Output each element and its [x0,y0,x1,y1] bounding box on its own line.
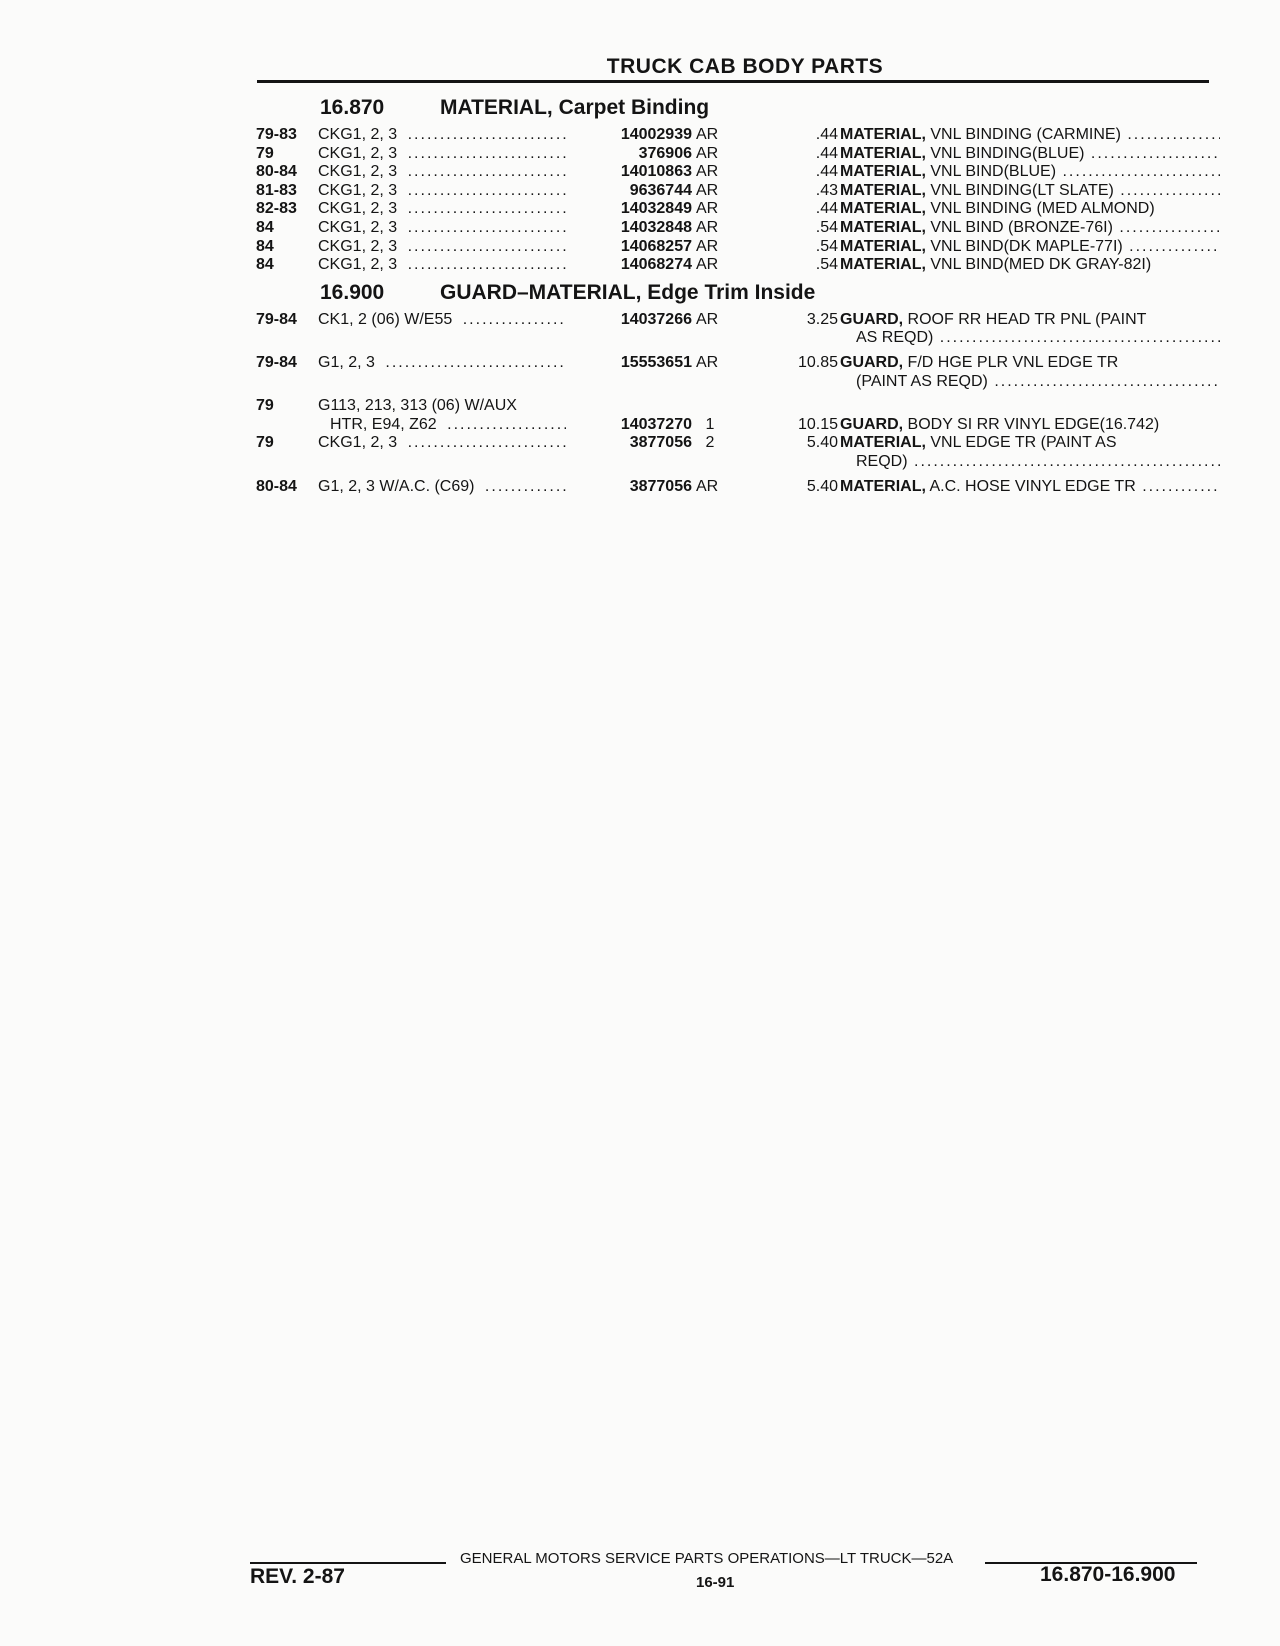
model-text: CKG1, 2, 3 [318,126,401,143]
year-cell: 81-83 [256,181,297,199]
table-row [256,238,1216,257]
price-cell: 3.25 [806,310,838,328]
year-cell: 79 [256,434,274,452]
footer-rule-left [250,1562,446,1564]
year-cell: 84 [256,237,274,255]
model-text: CKG1, 2, 3 [318,200,401,217]
part-number-cell: 15553651 [566,354,692,372]
description-continuation: (PAINT AS REQD) ..... [856,373,1220,391]
description-keyword: MATERIAL, [840,256,926,274]
model-text: HTR, E94, Z62 [330,416,441,433]
description-text: VNL BINDING (MED ALMOND) [925,200,1155,218]
description-cell [840,416,1220,434]
price-cell: .43 [815,181,838,199]
description-cell [840,219,1220,237]
section-heading [256,281,1216,311]
description-cell [840,238,1220,256]
year-cell: 82-83 [256,200,297,218]
price-cell: .54 [815,237,838,255]
price-cell: 10.15 [797,415,838,433]
section-number: 16.900 [320,280,385,304]
page-number: 16-91 [696,1574,735,1591]
page-title: TRUCK CAB BODY PARTS [606,55,884,78]
year-cell: 84 [256,256,274,274]
year-cell: 84 [256,218,274,236]
description-keyword: MATERIAL, [840,181,926,199]
part-number-cell: 14010863 [566,163,692,181]
description-keyword: MATERIAL, [840,163,926,181]
model-text: CKG1, 2, 3 [318,182,401,199]
description-cell [840,163,1220,181]
section-heading [256,96,1216,126]
model-text: CKG1, 2, 3 [318,256,401,273]
table-row [256,397,1216,416]
part-number-cell: 14032848 [566,219,692,237]
description-text: ROOF RR HEAD TR PNL (PAINT [903,310,1147,328]
section-name: MATERIAL, Carpet Binding [440,96,710,119]
price-cell: 5.40 [806,434,838,452]
description-keyword: MATERIAL, [840,144,926,162]
part-number-cell: 3877056 [566,434,692,452]
description-cell [840,126,1220,144]
model-text: CK1, 2 (06) W/E55 [318,311,456,328]
description-keyword: MATERIAL, [840,126,926,143]
description-cell [840,145,1220,163]
part-number-cell: 14068257 [566,238,692,256]
qty-cell: AR [696,144,719,162]
price-cell: .44 [815,163,838,181]
qty-cell: AR [696,218,719,236]
description-text: VNL BIND(BLUE) [925,163,1057,181]
qty-cell: AR [696,353,719,371]
description-text: VNL BIND (BRONZE-76I) [925,218,1113,236]
section-range: 16.870-16.900 [1040,1563,1176,1586]
table-row-continuation [256,373,1216,392]
description-text: BODY SI RR VINYL EDGE(16.742) [903,415,1160,433]
description-cell [840,434,1220,452]
section-name: GUARD–MATERIAL, Edge Trim Inside [440,280,816,304]
table-row-continuation [256,453,1216,472]
table-row [256,182,1216,201]
description-text: VNL BIND(MED DK GRAY-82I) [925,256,1152,274]
qty-cell: AR [696,237,719,255]
model-text: G1, 2, 3 [318,354,379,371]
description-cell [840,354,1220,372]
table-row [256,416,1216,435]
revision-label: REV. 2-87 [250,1565,345,1588]
section-number: 16.870 [320,96,385,119]
price-cell: .44 [815,200,838,218]
table-row [256,126,1216,145]
title-rule [257,80,1209,83]
table-row [256,163,1216,182]
part-number-cell: 3877056 [566,478,692,496]
year-cell: 80-84 [256,477,297,495]
model-text: CKG1, 2, 3 [318,163,401,180]
qty-cell: 1 [705,415,715,433]
year-cell: 79-84 [256,353,297,371]
model-cell [318,397,658,415]
description-continuation: AS REQD) ..... [856,329,1220,347]
description-cell [840,311,1220,329]
description-text: VNL BINDING(LT SLATE) [925,181,1114,199]
part-number-cell: 14002939 [566,126,692,144]
qty-cell: AR [696,181,719,199]
price-cell: .54 [815,218,838,236]
table-row [256,311,1216,330]
model-text: CKG1, 2, 3 [318,238,401,255]
table-row [256,256,1216,275]
description-text: VNL BINDING(BLUE) [925,144,1085,162]
description-cell [840,256,1220,274]
parts-listing [256,96,1216,496]
description-keyword: MATERIAL, [840,218,926,236]
table-row [256,145,1216,164]
price-cell: 5.40 [806,477,838,495]
qty-cell: AR [696,126,719,143]
description-keyword: GUARD, [840,353,904,371]
part-number-cell: 376906 [566,145,692,163]
qty-cell: AR [696,200,719,218]
price-cell: .44 [815,126,838,143]
description-cell [840,200,1220,218]
part-number-cell: 14037270 [566,416,692,434]
description-text: VNL BIND(DK MAPLE-77I) [925,237,1123,255]
table-row-continuation [256,329,1216,348]
price-cell: 10.85 [797,353,838,371]
model-text: CKG1, 2, 3 [318,434,401,451]
description-text: VNL EDGE TR (PAINT AS [925,434,1117,452]
description-continuation: REQD) ..... [856,453,1220,471]
qty-cell: AR [696,477,719,495]
description-cell [840,182,1220,200]
description-text: VNL BINDING (CARMINE) [925,126,1121,143]
year-cell: 79 [256,144,274,162]
qty-cell: 2 [705,434,715,452]
year-cell: 79 [256,397,274,415]
description-keyword: MATERIAL, [840,477,926,495]
part-number-cell: 9636744 [566,182,692,200]
table-row [256,219,1216,238]
description-cell [840,478,1220,496]
description-keyword: GUARD, [840,310,904,328]
description-text: F/D HGE PLR VNL EDGE TR [903,353,1119,371]
table-row [256,200,1216,219]
table-row [256,434,1216,453]
part-number-cell: 14037266 [566,311,692,329]
table-row [256,354,1216,373]
year-cell: 79-84 [256,310,297,328]
table-row [256,478,1216,497]
model-text: CKG1, 2, 3 [318,145,401,162]
model-text: G113, 213, 313 (06) W/AUX [318,397,521,414]
model-text: CKG1, 2, 3 [318,219,401,236]
description-text: A.C. HOSE VINYL EDGE TR [925,477,1136,495]
description-keyword: GUARD, [840,415,904,433]
model-text: G1, 2, 3 W/A.C. (C69) [318,478,478,495]
part-number-cell: 14032849 [566,200,692,218]
description-keyword: MATERIAL, [840,434,926,452]
qty-cell: AR [696,163,719,181]
qty-cell: AR [696,310,719,328]
footer-publisher: GENERAL MOTORS SERVICE PARTS OPERATIONS—LT TRUCK—52A [460,1550,954,1567]
year-cell: 80-84 [256,163,297,181]
description-keyword: MATERIAL, [840,237,926,255]
part-number-cell: 14068274 [566,256,692,274]
price-cell: .54 [815,256,838,274]
description-keyword: MATERIAL, [840,200,926,218]
price-cell: .44 [815,144,838,162]
year-cell: 79-83 [256,126,297,143]
qty-cell: AR [696,256,719,274]
